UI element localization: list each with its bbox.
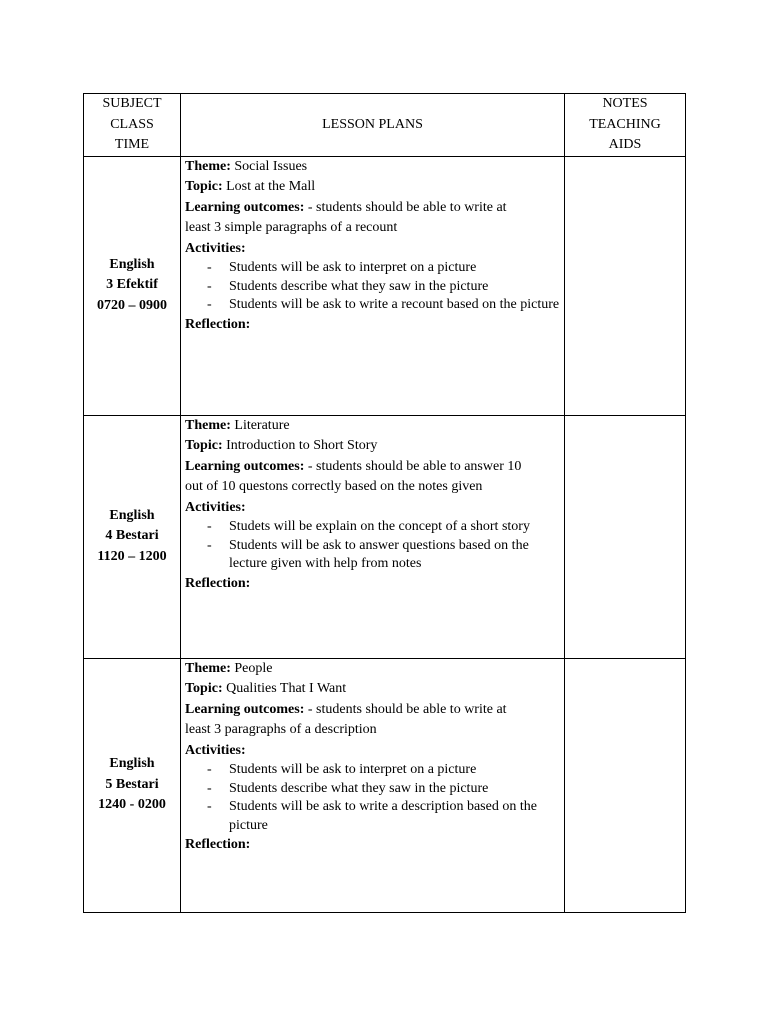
table-row: [84, 415, 686, 658]
activity-text: Students describe what they saw in the picture: [229, 278, 489, 294]
lesson-plan-cell: [181, 415, 565, 658]
activities-list: [185, 518, 560, 574]
topic-label: Topic:: [185, 438, 223, 453]
table-header-row: [84, 94, 686, 157]
dash-bullet: -: [207, 297, 212, 312]
theme-label: Theme:: [185, 417, 231, 433]
subject-cell: [84, 415, 181, 658]
notes-cell: [565, 658, 686, 912]
list-item: [185, 518, 560, 537]
table-row: [84, 156, 686, 415]
dash-bullet: -: [207, 799, 212, 814]
class-name: 4 Bestari: [105, 528, 159, 544]
activities-list: [185, 259, 560, 315]
topic-label: Topic:: [185, 681, 223, 696]
activity-text: Studets will be explain on the concept of a short story: [229, 519, 530, 534]
list-item: [185, 278, 560, 297]
reflection-label: Reflection:: [185, 316, 251, 332]
subject: English: [109, 256, 155, 272]
outcomes-value: - students should be able to write at: [304, 199, 507, 215]
subject: English: [109, 507, 155, 523]
dash-bullet: -: [207, 278, 212, 294]
outcomes-label: Learning outcomes:: [185, 458, 305, 474]
notes-cell: [565, 156, 686, 415]
activity-text: Students describe what they saw in the picture: [229, 780, 489, 796]
theme-value: People: [230, 660, 273, 676]
header-aids: AIDS: [608, 137, 642, 152]
activities-label: Activities:: [185, 742, 246, 758]
outcomes-label: Learning outcomes:: [185, 199, 305, 215]
topic-value: Introduction to Short Story: [222, 438, 378, 453]
dash-bullet: -: [207, 260, 212, 275]
dash-bullet: -: [207, 780, 212, 796]
header-notes: NOTES: [602, 96, 648, 111]
dash-bullet: -: [207, 519, 212, 534]
outcomes-line: [185, 198, 560, 219]
theme-line: [185, 157, 560, 178]
header-time: TIME: [114, 137, 150, 152]
outcomes-line-2: out of 10 questons correctly based on the notes given: [185, 479, 483, 494]
lesson-plan-cell: [181, 156, 565, 415]
topic-line: [185, 679, 560, 700]
theme-line: [185, 416, 560, 437]
theme-value: Social Issues: [230, 158, 308, 174]
activity-text: Students will be ask to write a recount based on the picture: [229, 297, 560, 312]
outcomes-label: Learning outcomes:: [185, 701, 305, 717]
reflection-label: Reflection:: [185, 837, 251, 852]
class-name: 3 Efektif: [106, 277, 158, 293]
activities-list: [185, 761, 560, 835]
time: 1120 – 1200: [97, 548, 167, 564]
subject-cell: [84, 156, 181, 415]
list-item: [185, 780, 560, 799]
topic-label: Topic:: [185, 179, 223, 194]
outcomes-line: [185, 457, 560, 478]
table-row: [84, 658, 686, 912]
header-notes-teaching-aids: [565, 94, 686, 157]
outcomes-line-2: least 3 paragraphs of a description: [185, 722, 377, 737]
theme-line: [185, 659, 560, 680]
time: 1240 - 0200: [98, 797, 166, 813]
topic-line: [185, 177, 560, 198]
theme-value: Literature: [230, 417, 290, 433]
time: 0720 – 0900: [97, 297, 167, 313]
topic-line: [185, 436, 560, 457]
activity-text: Students will be ask to answer questions based on the lecture given with help from notes: [229, 537, 529, 571]
class-name: 5 Bestari: [105, 776, 159, 792]
activities-label: Activities:: [185, 499, 246, 515]
list-item: [185, 259, 560, 278]
reflection-label: Reflection:: [185, 575, 251, 591]
activity-text: Students will be ask to write a description based on the picture: [229, 799, 537, 833]
notes-cell: [565, 415, 686, 658]
header-class: CLASS: [110, 116, 154, 132]
outcomes-value: - students should be able to answer 10: [304, 458, 522, 474]
outcomes-value: - students should be able to write at: [304, 701, 507, 717]
header-subject: SUBJECT: [102, 96, 162, 111]
topic-value: Qualities That I Want: [222, 681, 347, 696]
header-subject-class-time: [84, 94, 181, 157]
lesson-plan-table: [83, 93, 686, 913]
list-item: [185, 296, 560, 315]
outcomes-line: [185, 700, 560, 721]
activity-text: Students will be ask to interpret on a picture: [229, 260, 477, 275]
outcomes-line-2: least 3 simple paragraphs of a recount: [185, 220, 398, 235]
subject: English: [109, 756, 155, 772]
theme-label: Theme:: [185, 158, 231, 174]
header-lesson-plans: LESSON PLANS: [181, 94, 565, 157]
theme-label: Theme:: [185, 660, 231, 676]
activities-label: Activities:: [185, 240, 246, 256]
subject-cell: [84, 658, 181, 912]
dash-bullet: -: [207, 762, 212, 777]
lesson-plan-cell: [181, 658, 565, 912]
list-item: [185, 798, 560, 835]
topic-value: Lost at the Mall: [222, 179, 316, 194]
list-item: [185, 537, 560, 574]
header-teaching: TEACHING: [589, 116, 661, 132]
dash-bullet: -: [207, 537, 212, 553]
list-item: [185, 761, 560, 780]
activity-text: Students will be ask to interpret on a picture: [229, 762, 477, 777]
